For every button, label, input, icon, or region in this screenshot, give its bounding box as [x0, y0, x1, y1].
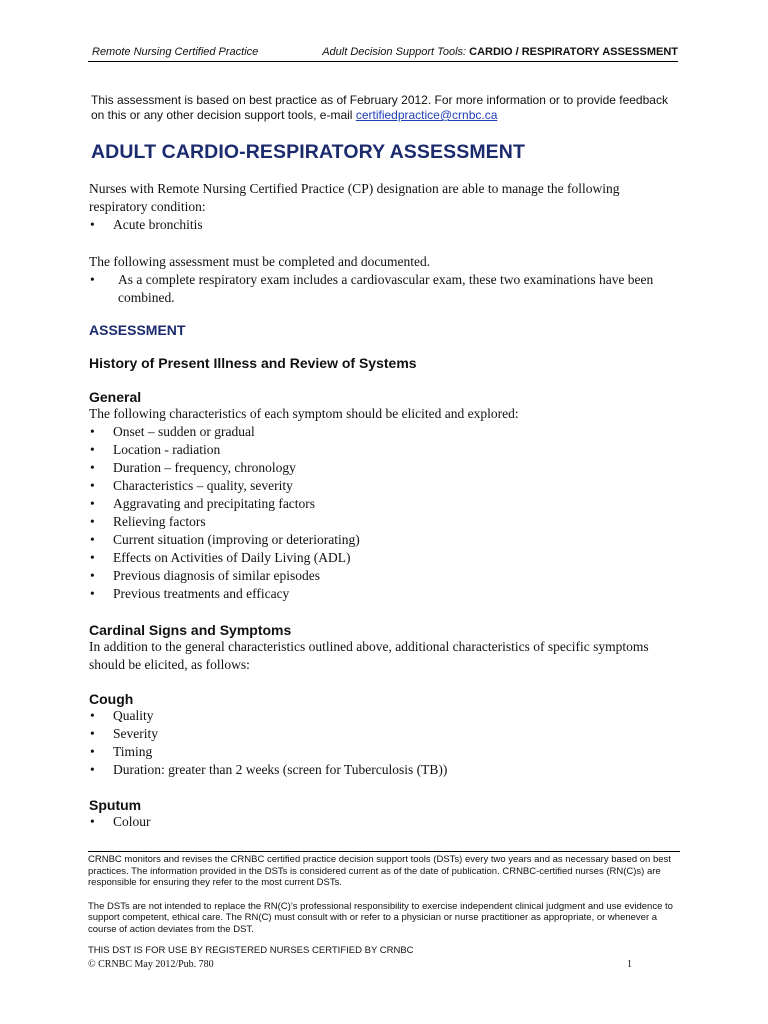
bullet-icon: • — [90, 744, 95, 759]
email-link[interactable]: certifiedpractice@crnbc.ca — [355, 108, 498, 122]
bullet-icon: • — [90, 762, 95, 777]
bullet-icon: • — [90, 568, 95, 583]
list-item: • As a complete respiratory exam includes a cardiovascular exam, these two examinations have been combined. — [90, 272, 654, 305]
intro-paragraph: This assessment is based on best practice as of February 2012. For more information or to provide feedback on this or any other decision support tools, e-mail certifiedpractice@crnbc.ca — [91, 93, 668, 122]
list-item: • Colour — [90, 814, 151, 829]
list-item: • Location - radiation — [90, 442, 221, 457]
bullet-icon: • — [90, 496, 95, 511]
list-item: • Previous diagnosis of similar episodes — [90, 568, 320, 583]
manage-section — [89, 180, 689, 234]
page-number: 1 — [627, 958, 632, 970]
list-item: • Relieving factors — [90, 514, 206, 529]
header-right: Adult Decision Support Tools: CARDIO / RESPIRATORY ASSESSMENT — [322, 46, 678, 58]
bullet-icon: • — [90, 726, 95, 741]
list-item: • Previous treatments and efficacy — [90, 586, 290, 601]
bullet-icon: • — [90, 550, 95, 565]
bullet-icon: • — [90, 532, 95, 547]
list-item: • Duration: greater than 2 weeks (screen for Tuberculosis (TB)) — [90, 762, 448, 777]
completed-list — [89, 271, 654, 307]
history-heading: History of Present Illness and Review of Systems — [89, 355, 417, 371]
list-item: • Aggravating and precipitating factors — [90, 496, 316, 511]
bullet-icon: • — [90, 478, 95, 493]
bullet-icon: • — [90, 424, 95, 439]
cardinal-heading: Cardinal Signs and Symptoms — [89, 622, 292, 638]
sputum-section — [89, 797, 689, 831]
header-respiratory: RESPIRATORY ASSESSMENT — [521, 46, 678, 58]
cardinal-text: In addition to the general characteristics outlined above, additional characteristics of specific symptoms should be elicited, as follows: — [89, 639, 649, 672]
cough-section — [89, 691, 689, 779]
footer-disclaimer: The DSTs are not intended to replace the RN(C)’s professional responsibility to exercise independent clinical judgment and use evidence to support competent, ethical care. The RN(C) must consult with or refer to a physician or nurse practitioner as appropriate, or whenever a course of action deviates from the DST. — [88, 900, 673, 935]
general-text: The following characteristics of each symptom should be elicited and explored: — [89, 406, 519, 421]
completed-section — [89, 253, 689, 307]
list-item: • Timing — [90, 744, 153, 759]
footer-copyright-row — [88, 959, 680, 971]
cough-heading: Cough — [89, 691, 134, 707]
bullet-icon: • — [90, 586, 95, 601]
bullet-icon: • — [90, 442, 95, 457]
sputum-list — [89, 813, 689, 831]
header-left: Remote Nursing Certified Practice — [92, 46, 259, 58]
list-item: • Onset – sudden or gradual — [90, 424, 255, 439]
bullet-icon: • — [90, 514, 95, 529]
page-title: ADULT CARDIO-RESPIRATORY ASSESSMENT — [91, 141, 525, 163]
list-item: • Effects on Activities of Daily Living (ADL) — [90, 550, 351, 565]
list-item: • Current situation (improving or deteriorating) — [90, 532, 360, 547]
assessment-heading: ASSESSMENT — [89, 322, 186, 338]
manage-list — [89, 216, 689, 234]
sputum-heading: Sputum — [89, 797, 142, 813]
header-cardio: CARDIO — [469, 46, 513, 58]
general-list — [89, 423, 689, 603]
bullet-icon: • — [90, 460, 95, 475]
bullet-icon: • — [90, 272, 95, 287]
manage-text: Nurses with Remote Nursing Certified Practice (CP) designation are able to manage the following respiratory condition: — [89, 181, 620, 214]
list-item: • Duration – frequency, chronology — [90, 460, 296, 475]
bullet-icon: • — [90, 217, 95, 232]
cough-list — [89, 707, 689, 779]
footer-revision-note: CRNBC monitors and revises the CRNBC certified practice decision support tools (DSTs) every two years and as necessary based on best practices. The information provided in the DSTs is considered current as of the date of publication. CRNBC-certified nurses (RN(C)s) are responsible for ensuring they refer to the most current DSTs. — [88, 854, 671, 888]
general-heading: General — [89, 389, 142, 405]
page-footer — [88, 851, 680, 970]
list-item: • Characteristics – quality, severity — [90, 478, 293, 493]
footer-usage-note: THIS DST IS FOR USE BY REGISTERED NURSES CERTIFIED BY CRNBC — [88, 945, 414, 956]
list-item: • Severity — [90, 726, 158, 741]
copyright-text: © CRNBC May 2012/Pub. 780 — [88, 958, 214, 970]
completed-text: The following assessment must be completed and documented. — [89, 254, 431, 269]
bullet-icon: • — [90, 814, 95, 829]
list-item: • Quality — [90, 708, 154, 723]
cardinal-section — [89, 622, 689, 674]
page-header — [88, 45, 678, 62]
general-section — [89, 389, 689, 603]
bullet-icon: • — [90, 708, 95, 723]
list-item: • Acute bronchitis — [90, 217, 203, 232]
